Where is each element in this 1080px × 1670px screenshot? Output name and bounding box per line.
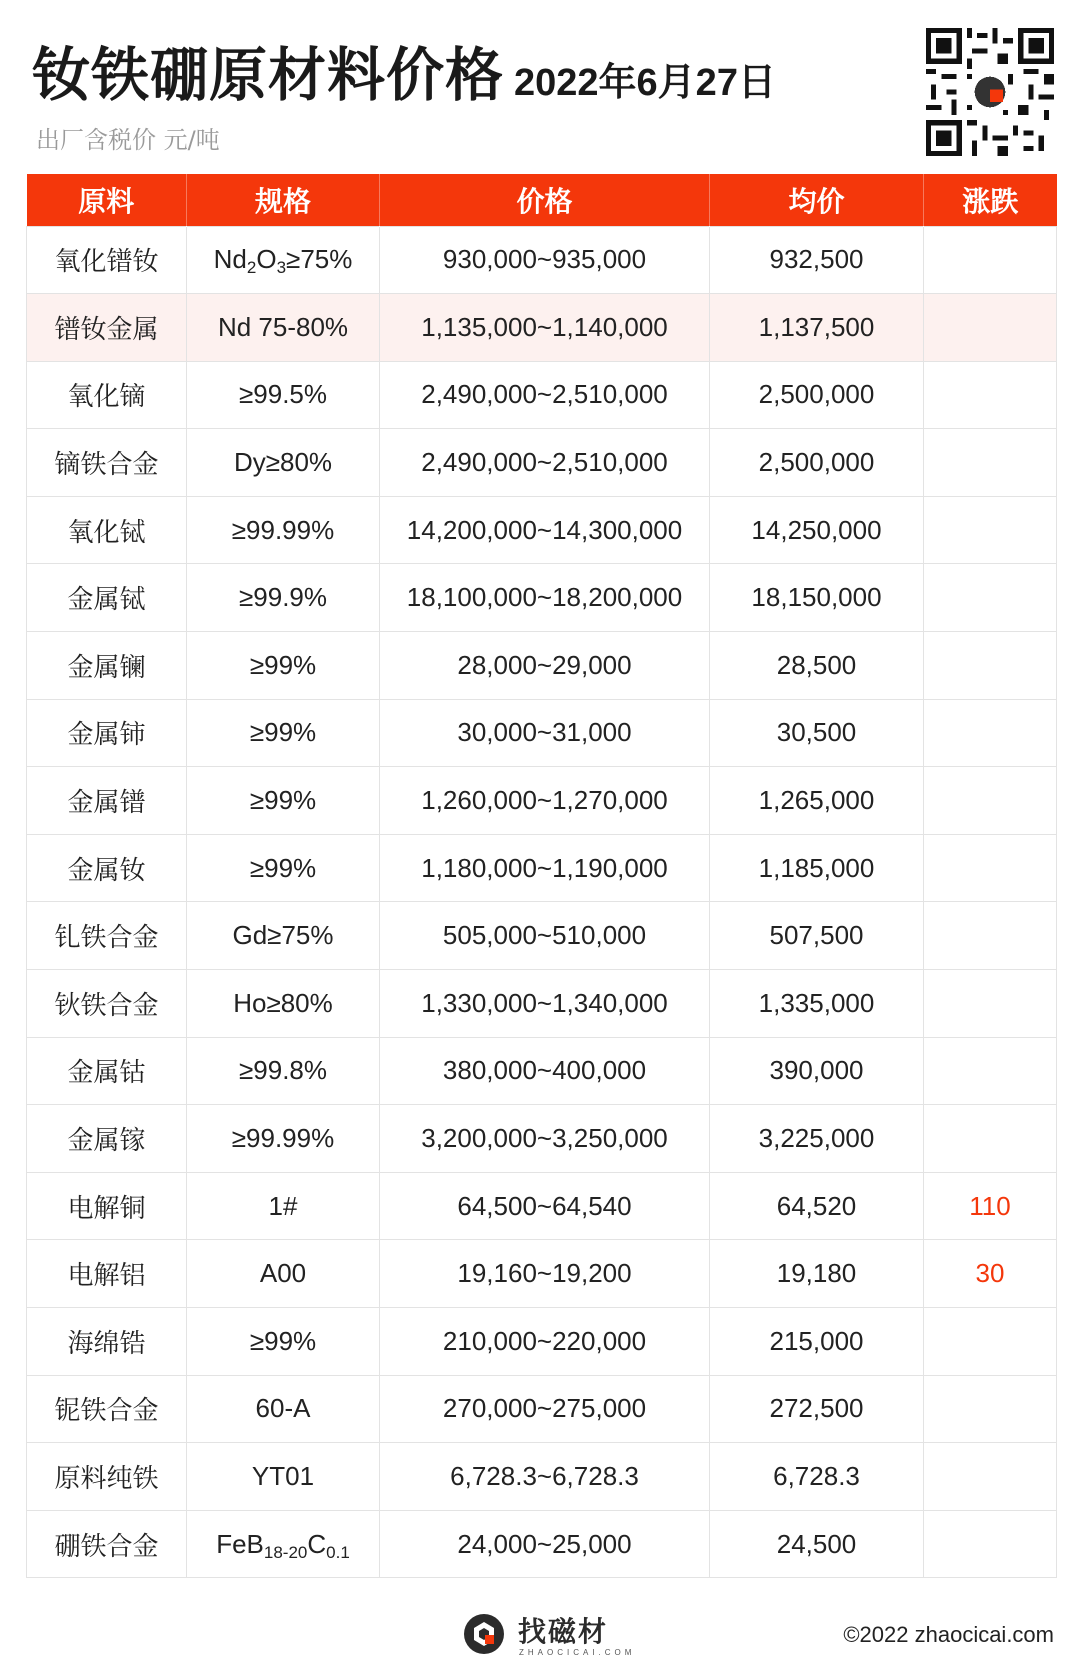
material-name: 金属铽 <box>27 564 187 632</box>
material-spec: ≥99% <box>187 632 380 700</box>
page-header <box>26 20 1056 170</box>
price-range: 1,330,000~1,340,000 <box>380 970 710 1038</box>
price-change <box>924 564 1057 632</box>
price-change <box>924 1375 1057 1443</box>
table-row <box>27 902 1057 970</box>
material-name: 金属铈 <box>27 699 187 767</box>
price-change <box>924 1443 1057 1511</box>
brand-logo <box>462 1604 636 1662</box>
average-price: 272,500 <box>710 1375 924 1443</box>
spec-part: O <box>256 244 277 275</box>
average-price: 18,150,000 <box>710 564 924 632</box>
material-spec: ≥99.99% <box>187 1105 380 1173</box>
material-spec: ≥99.99% <box>187 496 380 564</box>
price-range: 380,000~400,000 <box>380 1037 710 1105</box>
material-name: 金属钕 <box>27 834 187 902</box>
material-name: 金属镓 <box>27 1105 187 1173</box>
price-range: 14,200,000~14,300,000 <box>380 496 710 564</box>
table-header-row <box>27 174 1057 226</box>
average-price: 507,500 <box>710 902 924 970</box>
column-header-change: 涨跌 <box>924 174 1057 226</box>
price-change <box>924 429 1057 497</box>
price-change <box>924 699 1057 767</box>
table-row <box>27 429 1057 497</box>
table-row <box>27 361 1057 429</box>
column-header-material: 原料 <box>27 174 187 226</box>
average-price: 1,335,000 <box>710 970 924 1038</box>
spec-part: FeB <box>216 1528 264 1559</box>
column-header-average: 均价 <box>710 174 924 226</box>
material-name: 海绵锆 <box>27 1308 187 1376</box>
material-name: 镨钕金属 <box>27 294 187 362</box>
price-table <box>26 174 1057 1578</box>
material-spec: ≥99% <box>187 1308 380 1376</box>
price-range: 270,000~275,000 <box>380 1375 710 1443</box>
spec-part: C <box>307 1528 327 1559</box>
spec-subscript: 3 <box>276 258 287 278</box>
price-range: 3,200,000~3,250,000 <box>380 1105 710 1173</box>
price-change <box>924 834 1057 902</box>
price-change: 30 <box>924 1240 1057 1308</box>
brand-logo-domain: ZHAOCICAI.COM <box>519 1648 636 1657</box>
table-row <box>27 1037 1057 1105</box>
price-change <box>924 632 1057 700</box>
material-name: 金属镧 <box>27 632 187 700</box>
material-spec: ≥99% <box>187 699 380 767</box>
average-price: 19,180 <box>710 1240 924 1308</box>
column-header-spec: 规格 <box>187 174 380 226</box>
price-change <box>924 970 1057 1038</box>
price-range: 19,160~19,200 <box>380 1240 710 1308</box>
table-row <box>27 226 1057 294</box>
brand-logo-text: 找磁材 <box>518 1615 609 1648</box>
price-change: 110 <box>924 1172 1057 1240</box>
material-spec: ≥99% <box>187 834 380 902</box>
material-name: 金属钴 <box>27 1037 187 1105</box>
price-range: 505,000~510,000 <box>380 902 710 970</box>
average-price: 6,728.3 <box>710 1443 924 1511</box>
table-row <box>27 1105 1057 1173</box>
material-name: 铌铁合金 <box>27 1375 187 1443</box>
price-change <box>924 767 1057 835</box>
average-price: 30,500 <box>710 699 924 767</box>
material-spec: Gd≥75% <box>187 902 380 970</box>
price-change <box>924 1105 1057 1173</box>
table-row <box>27 1240 1057 1308</box>
material-spec: ≥99.9% <box>187 564 380 632</box>
average-price: 24,500 <box>710 1510 924 1578</box>
table-row <box>27 1172 1057 1240</box>
spec-subscript: 0.1 <box>326 1542 350 1562</box>
table-row <box>27 564 1057 632</box>
table-row <box>27 496 1057 564</box>
price-change <box>924 496 1057 564</box>
material-spec: Nd 75-80% <box>187 294 380 362</box>
table-row <box>27 699 1057 767</box>
material-name: 氧化铽 <box>27 496 187 564</box>
price-range: 24,000~25,000 <box>380 1510 710 1578</box>
price-range: 1,260,000~1,270,000 <box>380 767 710 835</box>
material-spec <box>187 1510 380 1578</box>
page-date: 2022年6月27日 <box>514 62 776 104</box>
title-row <box>32 28 776 112</box>
spec-subscript: 2 <box>246 258 257 278</box>
material-spec: YT01 <box>187 1443 380 1511</box>
price-change <box>924 1510 1057 1578</box>
table-row <box>27 1443 1057 1511</box>
price-change <box>924 902 1057 970</box>
material-spec <box>187 226 380 294</box>
price-change <box>924 1308 1057 1376</box>
table-row <box>27 834 1057 902</box>
table-row <box>27 1308 1057 1376</box>
table-row <box>27 767 1057 835</box>
average-price: 3,225,000 <box>710 1105 924 1173</box>
average-price: 932,500 <box>710 226 924 294</box>
price-change <box>924 294 1057 362</box>
average-price: 2,500,000 <box>710 361 924 429</box>
average-price: 390,000 <box>710 1037 924 1105</box>
material-name: 氧化镝 <box>27 361 187 429</box>
average-price: 1,185,000 <box>710 834 924 902</box>
material-spec: ≥99.8% <box>187 1037 380 1105</box>
material-spec: 1# <box>187 1172 380 1240</box>
price-change <box>924 226 1057 294</box>
copyright-text: ©2022 zhaocicai.com <box>843 1622 1054 1647</box>
average-price: 1,265,000 <box>710 767 924 835</box>
price-range: 2,490,000~2,510,000 <box>380 429 710 497</box>
material-name: 金属镨 <box>27 767 187 835</box>
material-spec: Dy≥80% <box>187 429 380 497</box>
price-change <box>924 1037 1057 1105</box>
price-table-container <box>26 174 1056 1578</box>
material-spec: A00 <box>187 1240 380 1308</box>
average-price: 64,520 <box>710 1172 924 1240</box>
brand-logo-icon <box>462 1612 506 1656</box>
qr-code-icon <box>926 28 1054 156</box>
material-name: 镝铁合金 <box>27 429 187 497</box>
page-footer <box>0 1600 1080 1666</box>
material-name: 钬铁合金 <box>27 970 187 1038</box>
material-name: 钆铁合金 <box>27 902 187 970</box>
price-range: 210,000~220,000 <box>380 1308 710 1376</box>
table-row <box>27 294 1057 362</box>
average-price: 14,250,000 <box>710 496 924 564</box>
column-header-price: 价格 <box>380 174 710 226</box>
price-range: 6,728.3~6,728.3 <box>380 1443 710 1511</box>
price-range: 30,000~31,000 <box>380 699 710 767</box>
average-price: 2,500,000 <box>710 429 924 497</box>
price-change <box>924 361 1057 429</box>
table-row <box>27 632 1057 700</box>
table-row <box>27 1510 1057 1578</box>
spec-part: Nd <box>213 244 247 275</box>
price-range: 930,000~935,000 <box>380 226 710 294</box>
material-name: 电解铜 <box>27 1172 187 1240</box>
spec-subscript: 18-20 <box>263 1542 308 1562</box>
material-spec: 60-A <box>187 1375 380 1443</box>
average-price: 215,000 <box>710 1308 924 1376</box>
table-row <box>27 1375 1057 1443</box>
price-range: 1,135,000~1,140,000 <box>380 294 710 362</box>
price-unit-subtitle: 出厂含税价 元/吨 <box>36 126 220 154</box>
material-name: 电解铝 <box>27 1240 187 1308</box>
spec-part: ≥75% <box>286 244 353 275</box>
price-range: 2,490,000~2,510,000 <box>380 361 710 429</box>
material-spec: Ho≥80% <box>187 970 380 1038</box>
average-price: 1,137,500 <box>710 294 924 362</box>
table-row <box>27 970 1057 1038</box>
average-price: 28,500 <box>710 632 924 700</box>
material-name: 原料纯铁 <box>27 1443 187 1511</box>
material-spec: ≥99.5% <box>187 361 380 429</box>
material-name: 硼铁合金 <box>27 1510 187 1578</box>
price-range: 18,100,000~18,200,000 <box>380 564 710 632</box>
material-spec: ≥99% <box>187 767 380 835</box>
price-range: 28,000~29,000 <box>380 632 710 700</box>
price-range: 64,500~64,540 <box>380 1172 710 1240</box>
price-range: 1,180,000~1,190,000 <box>380 834 710 902</box>
page-title: 钕铁硼原材料价格 <box>32 41 505 109</box>
material-name: 氧化镨钕 <box>27 226 187 294</box>
